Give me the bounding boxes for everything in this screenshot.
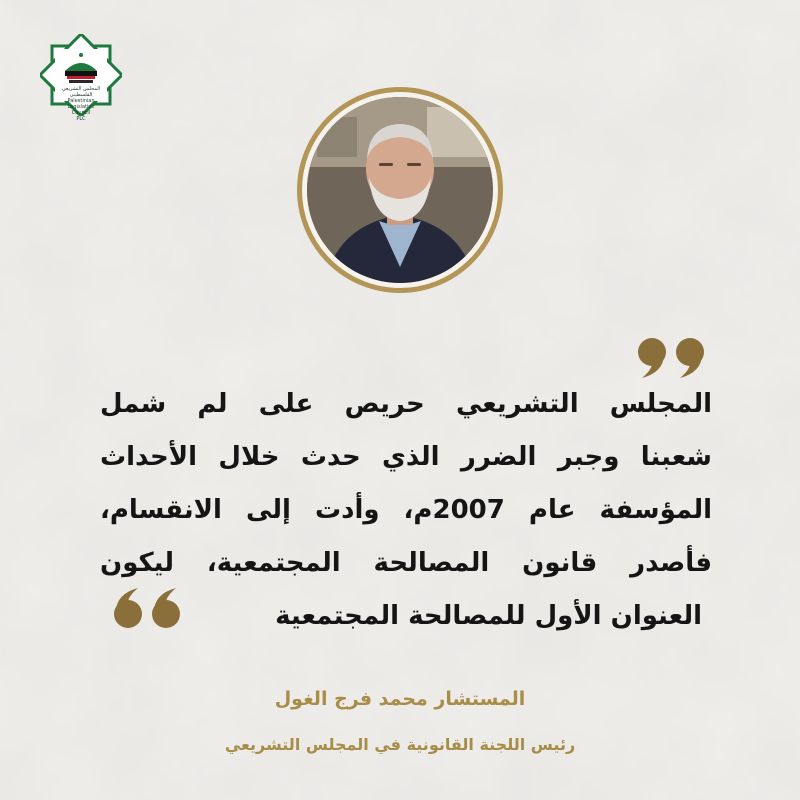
- quote-line-5: العنوان الأول للمصالحة المجتمعية: [275, 601, 702, 631]
- logo-caption: [58, 86, 104, 122]
- logo-abbr: PLC: [76, 116, 86, 122]
- opening-quote-icon: [104, 586, 184, 632]
- logo-name-en: Palestinian Legislative Council: [67, 98, 95, 116]
- quote-line-1: المجلس التشريعي حريص على لم شمل: [100, 389, 712, 419]
- speaker-title: رئيس اللجنة القانونية في المجلس التشريعي: [224, 735, 576, 754]
- quote-line-4: فأصدر قانون المصالحة المجتمعية، ليكون: [100, 548, 712, 578]
- speaker-portrait: [307, 97, 493, 283]
- speaker-name: المستشار محمد فرج الغول: [274, 688, 526, 710]
- speaker-photo-illustration: [307, 97, 493, 283]
- logo-name-ar: المجلس التشريعي الفلسطيني: [61, 86, 101, 98]
- closing-quote-icon: [634, 334, 714, 380]
- quote-line-3: المؤسفة عام 2007م، وأدت إلى الانقسام،: [100, 495, 713, 525]
- quote-line-2: شعبنا وجبر الضرر الذي حدث خلال الأحداث: [100, 442, 712, 472]
- quote-text-block: [100, 378, 712, 643]
